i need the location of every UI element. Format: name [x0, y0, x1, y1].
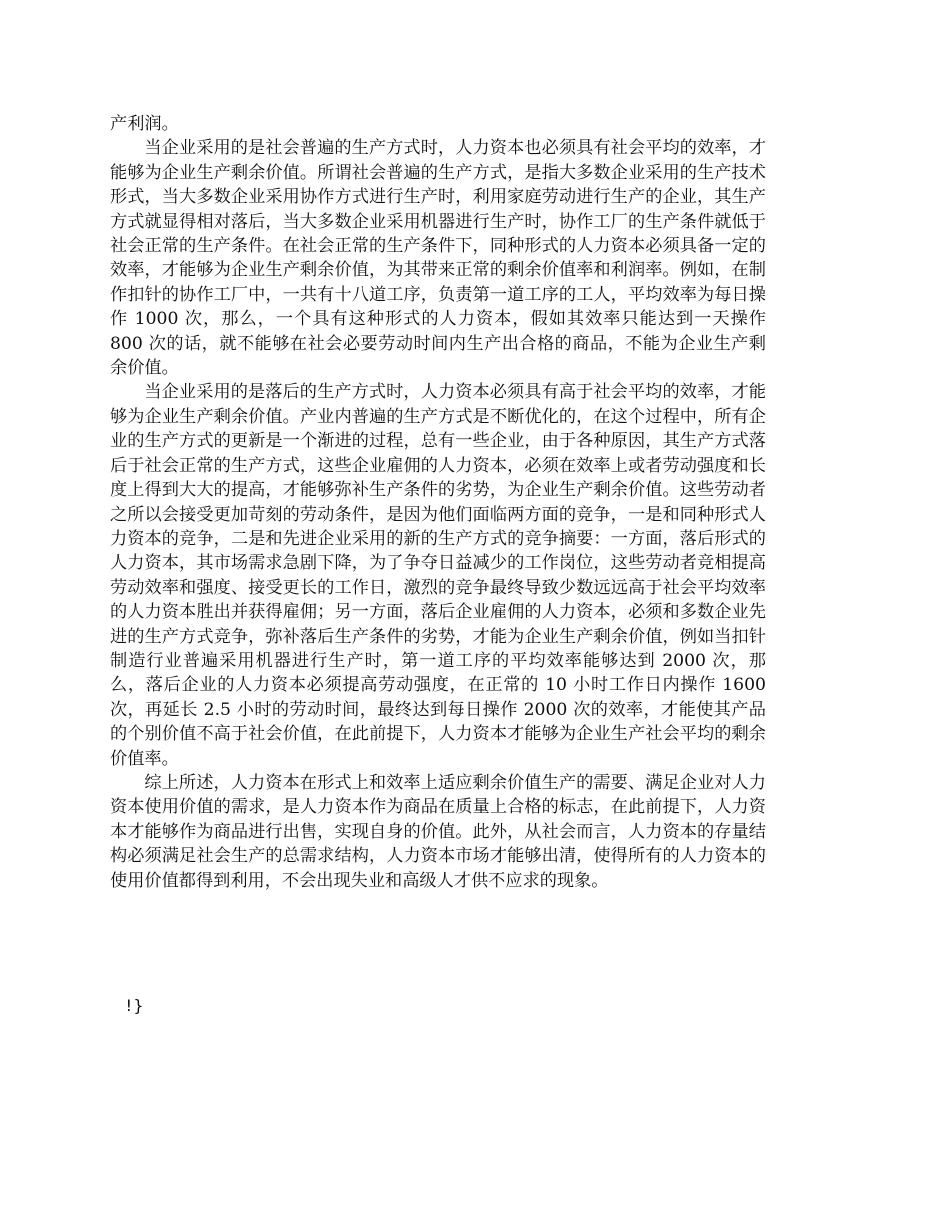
paragraph-backward-production: 当企业采用的是落后的生产方式时，人力资本必须具有高于社会平均的效率，才能够为企业生产剩余价值。产业内普遍的生产方式是不断优化的，在这个过程中，所有企业的生产方式的更新是一个渐进的过程，总有一些企业，由于各种原因，其生产方式落后于社会正常的生产方式，这些企业雇佣的人力资本，必须在效率上或者劳动强度和长度上得到大大的提高，才能够弥补生产条件的劣势，为企业生产剩余价值。这些劳动者之所以会接受更加苛刻的劳动条件，是因为他们面临两方面的竞争，一是和同种形式人力资本的竞争，二是和先进企业采用的新的生产方式的竞争摘要：一方面，落后形式的人力资本，其市场需求急剧下降，为了争夺日益减少的工作岗位，这些劳动者竞相提高劳动效率和强度、接受更长的工作日，激烈的竞争最终导致少数远远高于社会平均效率的人力资本胜出并获得雇佣；另一方面，落后企业雇佣的人力资本，必须和多数企业先进的生产方式竞争，弥补落后生产条件的劣势，才能为企业生产剩余价值，例如当扣针制造行业普遍采用机器进行生产时，第一道工序的平均效率能够达到 2000 次，那么，落后企业的人力资本必须提高劳动强度，在正常的 10 小时工作日内操作 1600 次，再延长 2.5 小时的劳动时间，最终达到每日操作 2000 次的效率，才能使其产品的个别价值不高于社会价值，在此前提下，人力资本才能够为企业生产社会平均的剩余价值率。: [110, 382, 766, 769]
paragraph-social-average-efficiency: 当企业采用的是社会普遍的生产方式时，人力资本也必须具有社会平均的效率，才能够为企业生产剩余价值。所谓社会普遍的生产方式，是指大多数企业采用的生产技术形式，当大多数企业采用协作方式进行生产时，利用家庭劳动进行生产的企业，其生产方式就显得相对落后，当大多数企业采用机器进行生产时，协作工厂的生产条件就低于社会正常的生产条件。在社会正常的生产条件下，同种形式的人力资本必须具备一定的效率，才能够为企业生产剩余价值，为其带来正常的剩余价值率和利润率。例如，在制作扣针的协作工厂中，一共有十八道工序，负责第一道工序的工人，平均效率为每日操作 1000 次，那么，一个具有这种形式的人力资本，假如其效率只能达到一天操作 800 次的话，就不能够在社会必要劳动时间内生产出合格的商品，不能为企业生产剩余价值。: [110, 138, 766, 379]
stray-mark: !}: [124, 996, 144, 1015]
paragraph-continuation: 产利润。: [110, 114, 179, 134]
document-body: [110, 112, 766, 893]
paragraph-summary: 综上所述，人力资本在形式上和效率上适应剩余价值生产的需要、满足企业对人力资本使用价值的需求，是人力资本作为商品在质量上合格的标志，在此前提下，人力资本才能够作为商品进行出售，实现自身的价值。此外，从社会而言，人力资本的存量结构必须满足社会生产的总需求结构，人力资本市场才能够出清，使得所有的人力资本的使用价值都得到利用，不会出现失业和高级人才供不应求的现象。: [110, 772, 766, 891]
